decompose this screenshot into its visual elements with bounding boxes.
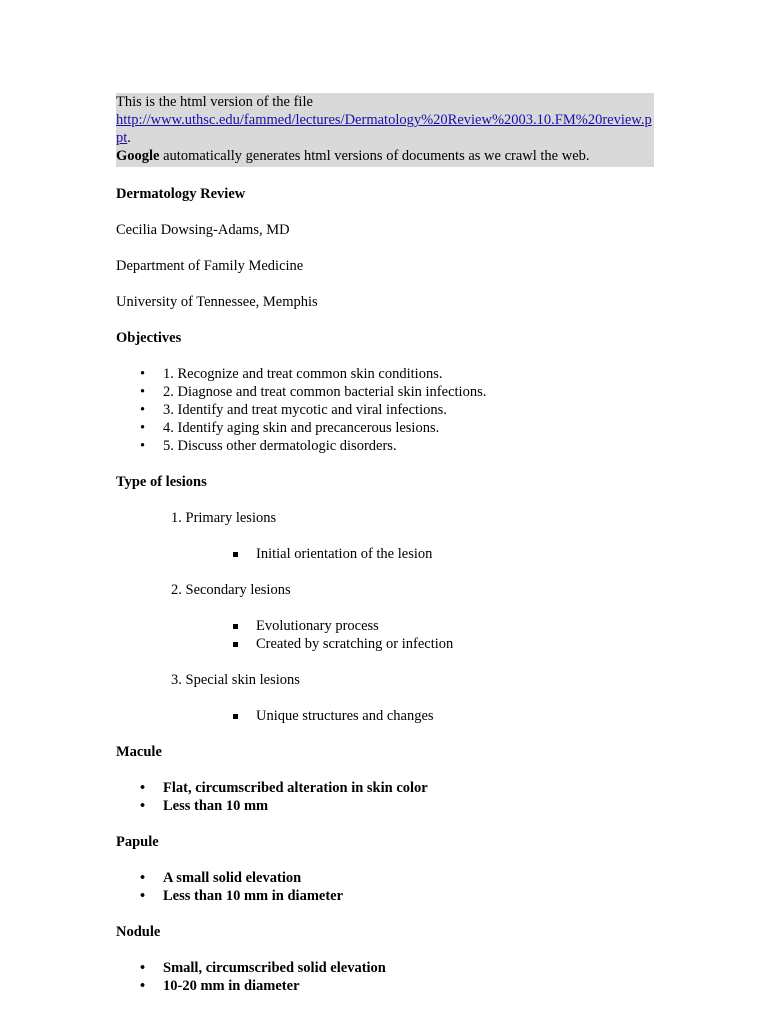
square-bullet-icon (233, 552, 238, 557)
point-text: Evolutionary process (256, 618, 379, 634)
list-item (116, 959, 656, 977)
point-text: Initial orientation of the lesion (256, 546, 433, 562)
list-item (116, 779, 656, 797)
bullet-icon: • (140, 870, 146, 886)
bullet-icon: • (140, 420, 146, 436)
document-page (116, 93, 656, 995)
objectives-heading: Objectives (116, 330, 182, 346)
macule-point: Flat, circumscribed alteration in skin color (163, 780, 428, 796)
list-item (116, 707, 656, 725)
list-item (116, 617, 656, 635)
banner-url-period: . (127, 130, 131, 146)
secondary-lesion-points (116, 617, 656, 653)
special-lesion-points (116, 707, 656, 725)
objective-text: 3. Identify and treat mycotic and viral infections. (163, 402, 447, 418)
point-text: Unique structures and changes (256, 708, 434, 724)
list-item (116, 545, 656, 563)
list-item (116, 365, 656, 383)
list-item (116, 635, 656, 653)
banner-intro: This is the html version of the file (116, 94, 313, 110)
nodule-heading: Nodule (116, 924, 161, 940)
list-item (116, 869, 656, 887)
square-bullet-icon (233, 642, 238, 647)
document-title: Dermatology Review (116, 186, 246, 202)
list-item (116, 383, 656, 401)
objective-text: 4. Identify aging skin and precancerous lesions. (163, 420, 440, 436)
nodule-point: 10-20 mm in diameter (163, 978, 300, 994)
papule-heading: Papule (116, 834, 159, 850)
objective-text: 5. Discuss other dermatologic disorders. (163, 438, 397, 454)
lesions-heading: Type of lesions (116, 474, 207, 490)
list-item (116, 401, 656, 419)
bullet-icon: • (140, 438, 146, 454)
bullet-icon: • (140, 384, 146, 400)
university-line: University of Tennessee, Memphis (116, 294, 318, 310)
lesion-type-secondary: 2. Secondary lesions (171, 582, 291, 598)
nodule-point: Small, circumscribed solid elevation (163, 960, 386, 976)
papule-point: Less than 10 mm in diameter (163, 888, 344, 904)
source-file-link[interactable]: http://www.uthsc.edu/fammed/lectures/Dermatology%20Review%2003.10.FM%20review.ppt (116, 112, 652, 146)
list-item (116, 437, 656, 455)
macule-heading: Macule (116, 744, 162, 760)
lesion-type-special: 3. Special skin lesions (171, 672, 300, 688)
list-item (116, 977, 656, 995)
bullet-icon: • (140, 798, 146, 814)
bullet-icon: • (140, 960, 146, 976)
cache-banner (116, 93, 654, 167)
list-item (116, 797, 656, 815)
banner-note: automatically generates html versions of documents as we crawl the web. (159, 148, 590, 164)
objective-text: 2. Diagnose and treat common bacterial skin infections. (163, 384, 487, 400)
objectives-list (116, 365, 656, 455)
bullet-icon: • (140, 366, 146, 382)
list-item (116, 419, 656, 437)
macule-point: Less than 10 mm (163, 798, 269, 814)
author-line: Cecilia Dowsing-Adams, MD (116, 222, 290, 238)
bullet-icon: • (140, 402, 146, 418)
objective-text: 1. Recognize and treat common skin conditions. (163, 366, 443, 382)
point-text: Created by scratching or infection (256, 636, 454, 652)
square-bullet-icon (233, 624, 238, 629)
banner-google-word: Google (116, 148, 160, 164)
lesion-type-primary: 1. Primary lesions (171, 510, 277, 526)
bullet-icon: • (140, 888, 146, 904)
list-item (116, 887, 656, 905)
department-line: Department of Family Medicine (116, 258, 304, 274)
bullet-icon: • (140, 780, 146, 796)
primary-lesion-points (116, 545, 656, 563)
macule-list (116, 779, 656, 815)
papule-list (116, 869, 656, 905)
papule-point: A small solid elevation (163, 870, 302, 886)
bullet-icon: • (140, 978, 146, 994)
square-bullet-icon (233, 714, 238, 719)
nodule-list (116, 959, 656, 995)
